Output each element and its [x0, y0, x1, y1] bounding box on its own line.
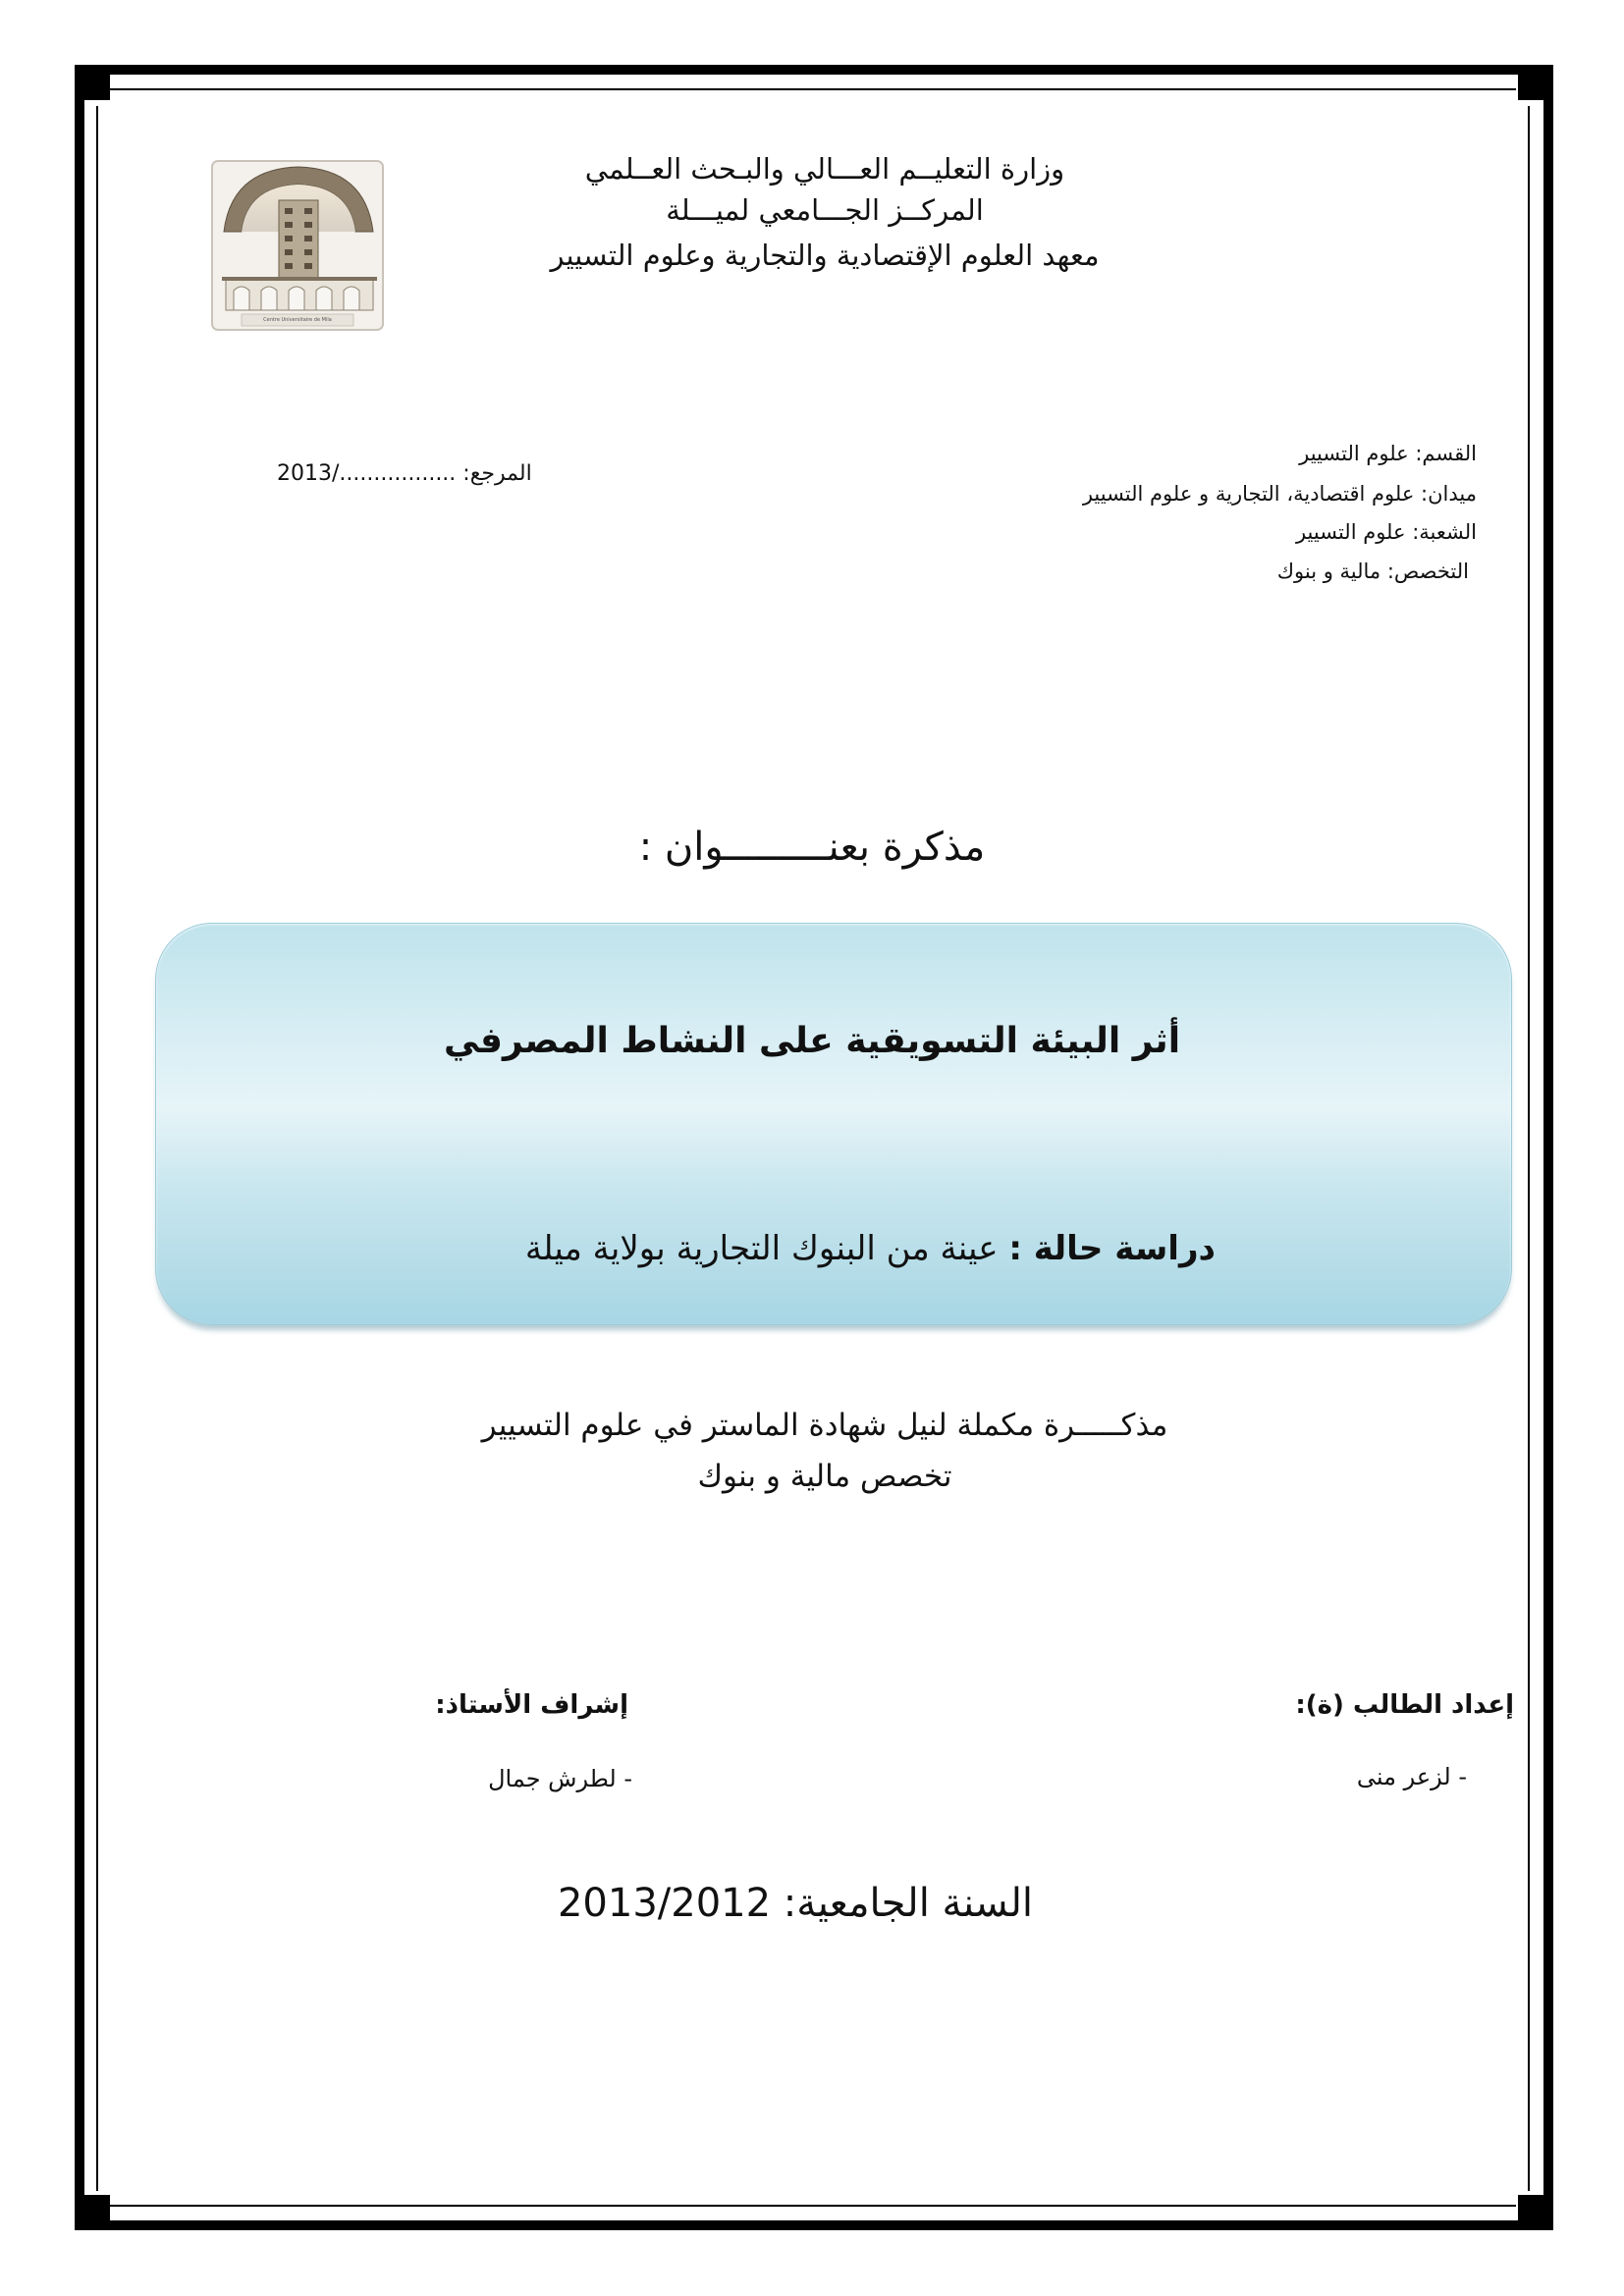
case-study-label: دراسة حالة : — [1008, 1229, 1216, 1268]
specialty-line: التخصص: مالية و بنوك — [1276, 560, 1469, 583]
field-line: ميدان: علوم اقتصادية، التجارية و علوم التسيير — [1082, 482, 1477, 506]
branch-line: الشعبة: علوم التسيير — [1295, 520, 1477, 544]
thesis-title: أثر البيئة التسويقية على النشاط المصرفي — [443, 1021, 1181, 1061]
supervisor-name: - لطرش جمال — [488, 1765, 632, 1792]
university-center-name: المركــز الجـــامعي لميـــلة — [666, 193, 984, 227]
memo-heading: مذكرة بعنـــــــــوان : — [638, 825, 986, 870]
logo-caption: Centre Universitaire de Mila — [263, 317, 332, 323]
reference-number: المرجع: ................./2013 — [277, 461, 532, 486]
university-logo — [202, 155, 395, 340]
supervised-by-label: إشراف الأستاذ: — [435, 1690, 628, 1720]
prepared-by-label: إعداد الطالب (ة): — [1295, 1690, 1514, 1720]
university-building-logo-icon — [202, 155, 395, 340]
academic-year: السنة الجامعية: 2013/2012 — [557, 1881, 1034, 1926]
department-line: القسم: علوم التسيير — [1299, 442, 1477, 465]
case-study-line — [450, 1229, 1216, 1268]
student-name: - لزعر منى — [1356, 1763, 1467, 1790]
degree-statement: مذكـــــرة مكملة لنيل شهادة الماستر في علوم التسيير — [481, 1408, 1168, 1443]
institute-name: معهد العلوم الإقتصادية والتجارية وعلوم التسيير — [550, 239, 1100, 272]
ministry-name: وزارة التعليــم العـــالي والبـحث العــلمي — [584, 152, 1065, 186]
case-study-text: عينة من البنوك التجارية بولاية ميلة — [524, 1229, 1009, 1268]
degree-specialty: تخصص مالية و بنوك — [697, 1459, 952, 1494]
